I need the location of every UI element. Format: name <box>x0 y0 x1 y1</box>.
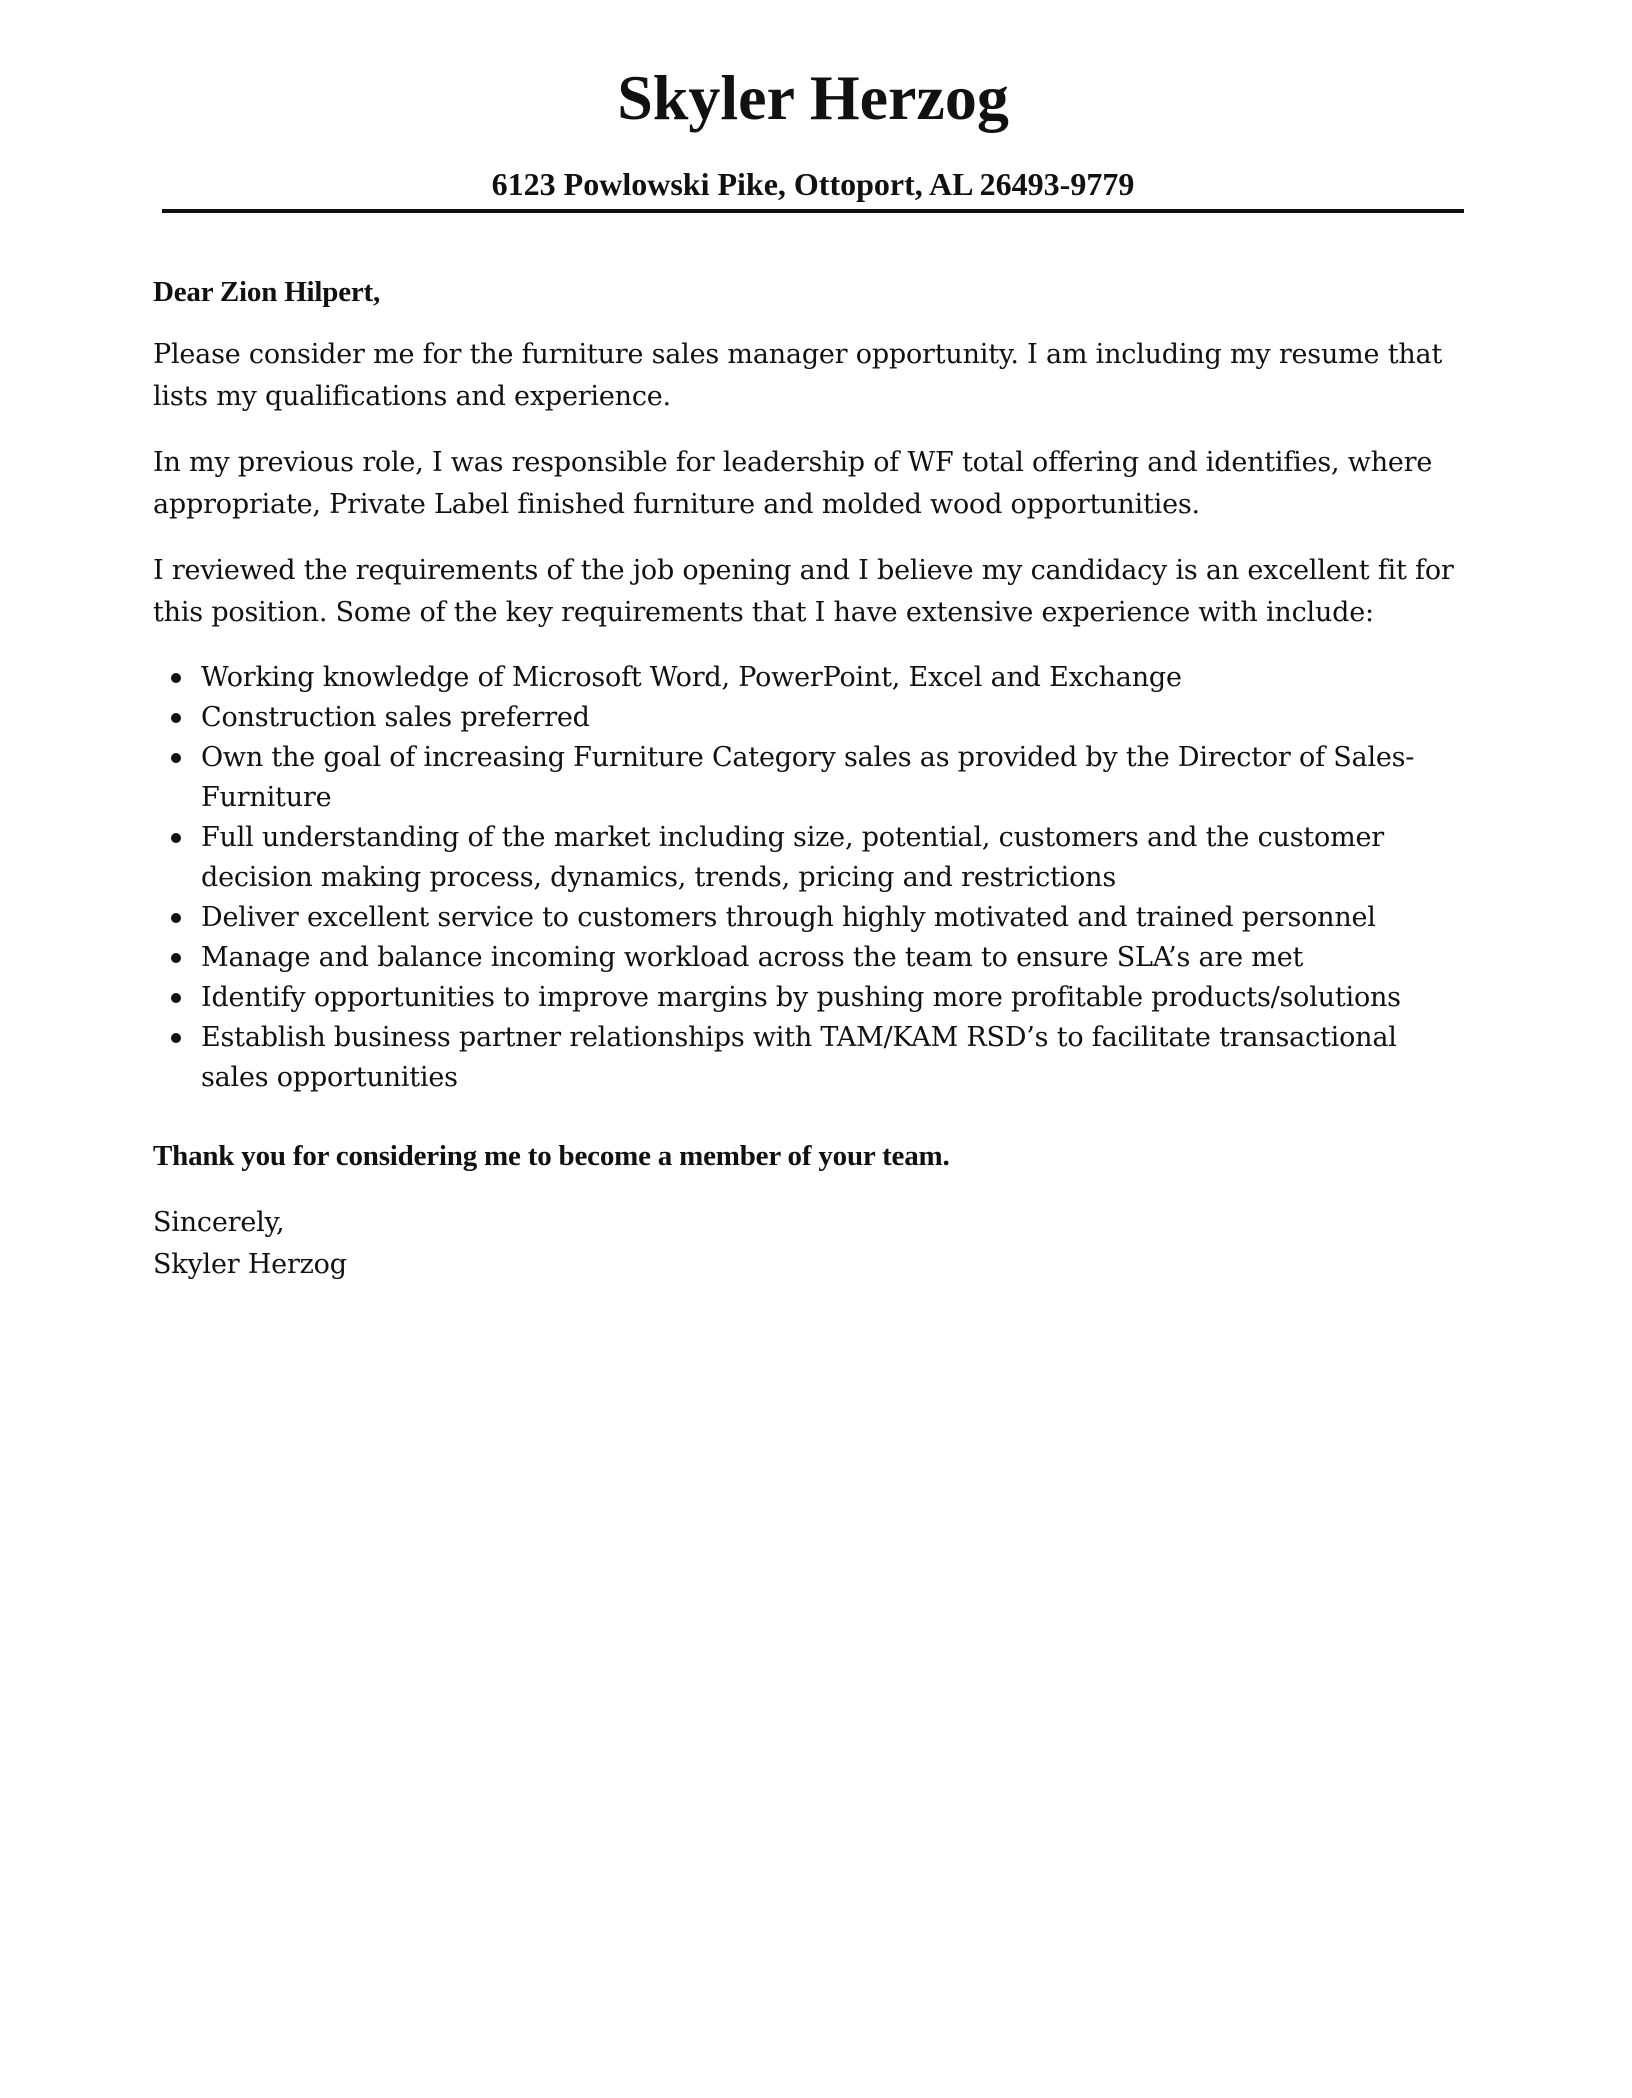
bullet-icon <box>171 713 181 723</box>
paragraph-intro: Please consider me for the furniture sales manager opportunity. I am including my resume that lists my qualifications and experience. <box>153 339 1443 412</box>
list-item-text: Establish business partner relationships with TAM/KAM RSD’s to facilitate transactional sales opportunities <box>201 1022 1397 1093</box>
signature-name: Skyler Herzog <box>153 1249 347 1280</box>
list-item <box>201 978 1465 1018</box>
list-item-text: Construction sales preferred <box>201 702 590 733</box>
bullet-icon <box>171 913 181 923</box>
requirements-list <box>153 658 1465 1098</box>
list-item-text: Deliver excellent service to customers through highly motivated and trained personnel <box>201 902 1376 933</box>
list-item <box>201 1018 1465 1098</box>
paragraph-requirements-intro: I reviewed the requirements of the job opening and I believe my candidacy is an excellent fit for this position. Some of the key requirements that I have extensive experience with include: <box>153 555 1454 628</box>
closing-line: Thank you for considering me to become a member of your team. <box>153 1140 950 1172</box>
letter-body <box>153 272 1465 1286</box>
salutation: Dear Zion Hilpert, <box>153 276 381 308</box>
list-item <box>201 818 1465 898</box>
list-item-text: Working knowledge of Microsoft Word, PowerPoint, Excel and Exchange <box>201 662 1182 693</box>
letter-header <box>162 58 1464 202</box>
list-item-text: Own the goal of increasing Furniture Category sales as provided by the Director of Sales-Furniture <box>201 742 1415 813</box>
bullet-icon <box>171 753 181 763</box>
bullet-icon <box>171 953 181 963</box>
list-item <box>201 738 1465 818</box>
sender-address: 6123 Powlowski Pike, Ottoport, AL 26493-9779 <box>491 166 1135 202</box>
list-item-text: Full understanding of the market including size, potential, customers and the customer decision making process, dynamics, trends, pricing and restrictions <box>201 822 1384 893</box>
list-item <box>201 658 1465 698</box>
list-item <box>201 898 1465 938</box>
list-item-text: Identify opportunities to improve margins by pushing more profitable products/solutions <box>201 982 1401 1013</box>
list-item <box>201 698 1465 738</box>
bullet-icon <box>171 833 181 843</box>
paragraph-previous-role: In my previous role, I was responsible for leadership of WF total offering and identifies, where appropriate, Private Label finished furniture and molded wood opportunities. <box>153 447 1433 520</box>
sender-name: Skyler Herzog <box>617 62 1009 133</box>
header-divider <box>162 209 1464 213</box>
list-item-text: Manage and balance incoming workload across the team to ensure SLA’s are met <box>201 942 1304 973</box>
signoff: Sincerely, <box>153 1207 285 1238</box>
list-item <box>201 938 1465 978</box>
bullet-icon <box>171 1033 181 1043</box>
bullet-icon <box>171 673 181 683</box>
bullet-icon <box>171 993 181 1003</box>
